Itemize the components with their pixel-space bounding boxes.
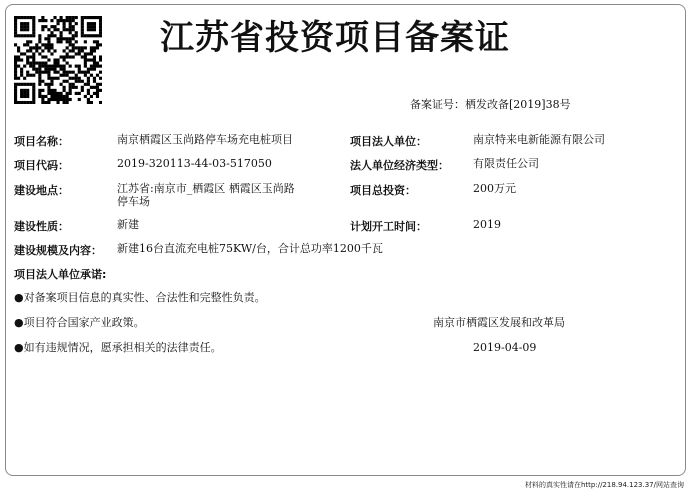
project-name-value: 南京栖霞区玉尚路停车场充电桩项目 <box>117 133 293 146</box>
start-time-label: 计划开工时间： <box>350 220 427 233</box>
verification-note: 材料的真实性请在http://218.94.123.37/网站查询 <box>524 481 684 489</box>
start-time-value: 2019 <box>473 218 501 231</box>
location-label: 建设地点： <box>14 184 69 197</box>
investment-value: 200万元 <box>473 182 516 195</box>
legal-unit-label: 项目法人单位： <box>350 135 427 148</box>
commitment-title: 项目法人单位承诺: <box>14 268 107 281</box>
commitment-item: ●如有违规情况，愿承担相关的法律责任。 <box>14 341 222 354</box>
commitment-item: ●项目符合国家产业政策。 <box>14 316 145 329</box>
project-code-label: 项目代码： <box>14 159 69 172</box>
location-value-line2: 停车场 <box>117 195 150 208</box>
project-name-label: 项目名称： <box>14 135 69 148</box>
commitment-item: ●对备案项目信息的真实性、合法性和完整性负责。 <box>14 291 266 304</box>
legal-unit-value: 南京特来电新能源有限公司 <box>473 133 605 146</box>
record-number-value: 栖发改备[2019]38号 <box>465 98 571 111</box>
record-number-label: 备案证号： <box>410 98 465 111</box>
scale-value: 新建16台直流充电桩75KW/台，合计总功率1200千瓦 <box>117 242 383 255</box>
certificate-title: 江苏省投资项目备案证 <box>160 18 510 58</box>
project-code-value: 2019-320113-44-03-517050 <box>117 157 272 170</box>
record-number <box>410 96 571 112</box>
issuing-authority: 南京市栖霞区发展和改革局 <box>433 316 565 329</box>
investment-label: 项目总投资： <box>350 184 416 197</box>
unit-type-value: 有限责任公司 <box>473 157 539 170</box>
scale-label: 建设规模及内容： <box>14 244 102 257</box>
certificate-frame <box>5 4 686 476</box>
location-value-line1: 江苏省:南京市_栖霞区 栖霞区玉尚路 <box>117 182 295 195</box>
qr-code <box>14 16 102 104</box>
nature-value: 新建 <box>117 218 139 231</box>
unit-type-label: 法人单位经济类型： <box>350 159 449 172</box>
nature-label: 建设性质： <box>14 220 69 233</box>
issue-date: 2019-04-09 <box>473 341 537 354</box>
